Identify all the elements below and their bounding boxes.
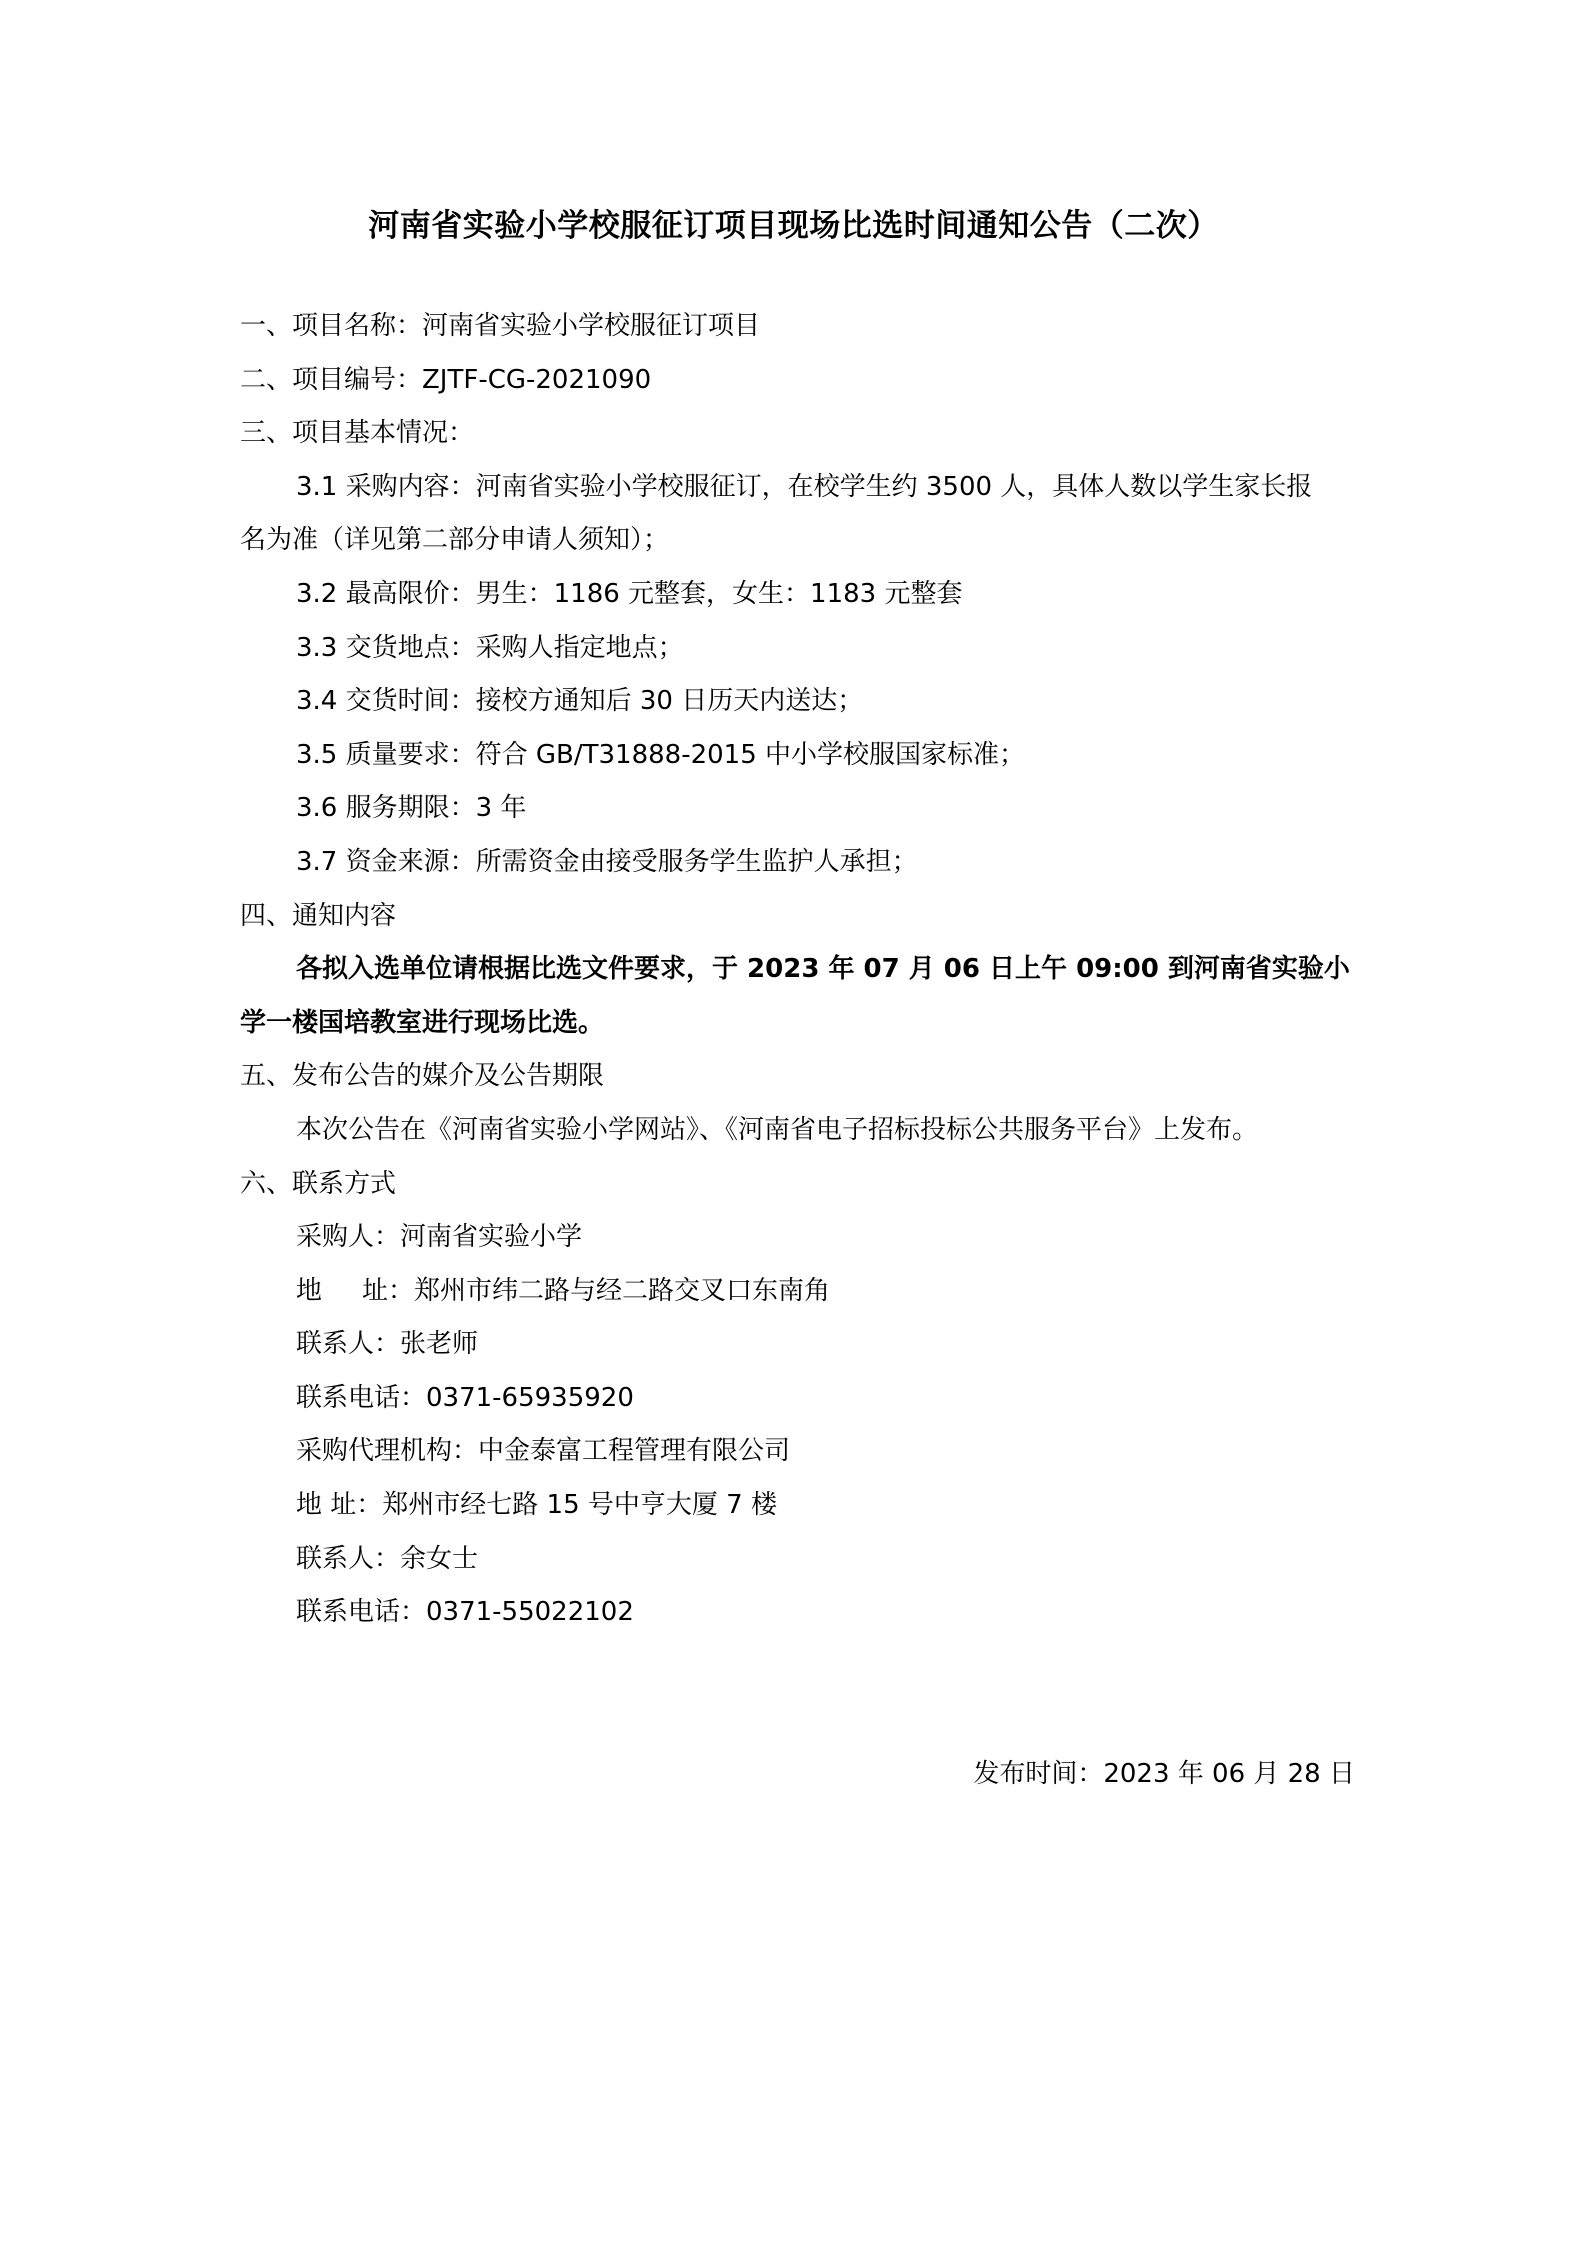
notice-content-line-2: 学一楼国培教室进行现场比选。 [240, 1007, 605, 1038]
purchaser-address [240, 1265, 1355, 1319]
section-project-name: 一、项目名称：河南省实验小学校服征订项目 [240, 311, 761, 341]
section-media-heading: 五、发布公告的媒介及公告期限 [240, 1061, 605, 1092]
item-3-2: 3.2 最高限价：男生：1186 元整套，女生：1183 元整套 [296, 578, 963, 609]
agency: 采购代理机构：中金泰富工程管理有限公司 [296, 1436, 791, 1467]
item-3-4: 3.4 交货时间：接校方通知后 30 日历天内送达； [296, 686, 864, 717]
item-3-5: 3.5 质量要求：符合 GB/T31888-2015 中小学校服国家标准； [296, 739, 1026, 770]
section-basic-info-heading: 三、项目基本情况： [240, 418, 475, 449]
section-notice-heading: 四、通知内容 [240, 900, 397, 931]
document-body [240, 300, 1355, 1640]
item-3-1-line-1: 3.1 采购内容：河南省实验小学校服征订，在校学生约 3500 人，具体人数以学生家长报 [296, 471, 1313, 502]
section-project-number: 二、项目编号：ZJTF-CG-2021090 [240, 364, 652, 395]
media-content: 本次公告在《河南省实验小学网站》、《河南省电子招标投标公共服务平台》上发布。 [296, 1114, 1259, 1145]
notice-content-line-1: 各拟入选单位请根据比选文件要求，于 2023 年 07 月 06 日上午 09:00 到河南省实验小 [296, 954, 1350, 985]
address-value: 址：郑州市纬二路与经二路交叉口东南角 [362, 1275, 831, 1306]
agency-phone: 联系电话：0371-55022102 [296, 1597, 634, 1628]
item-3-3: 3.3 交货地点：采购人指定地点； [296, 632, 684, 663]
agency-contact: 联系人：余女士 [296, 1543, 479, 1574]
section-contact-heading: 六、联系方式 [240, 1168, 397, 1199]
purchaser: 采购人：河南省实验小学 [296, 1222, 583, 1253]
agency-address: 地 址：郑州市经七路 15 号中亨大厦 7 楼 [296, 1490, 777, 1521]
address-label-char: 地 [296, 1275, 323, 1306]
purchaser-contact: 联系人：张老师 [296, 1329, 479, 1360]
item-3-1-line-2: 名为准（详见第二部分申请人须知）； [240, 525, 670, 556]
item-3-6: 3.6 服务期限：3 年 [296, 793, 527, 824]
page-title: 河南省实验小学校服征订项目现场比选时间通知公告（二次） [368, 208, 1219, 244]
publish-date: 发布时间：2023 年 06 月 28 日 [973, 1759, 1355, 1789]
purchaser-phone: 联系电话：0371-65935920 [296, 1382, 634, 1413]
item-3-7: 3.7 资金来源：所需资金由接受服务学生监护人承担； [296, 846, 918, 877]
